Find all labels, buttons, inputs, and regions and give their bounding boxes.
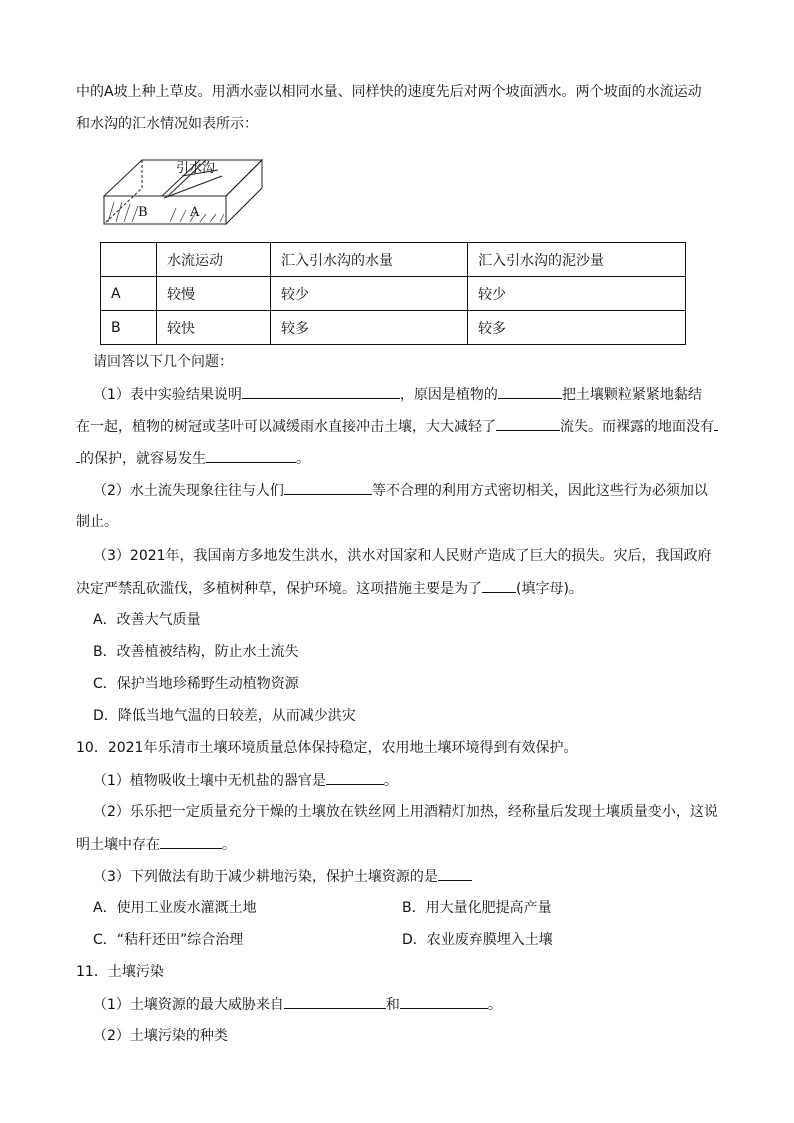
q10-stem: 10．2021年乐清市土壤环境质量总体保持稳定，农用地土壤环境得到有效保护。 [76,740,578,756]
intro-line-1: 中的A坡上种上草皮。用洒水壶以相同水量、同样快的速度先后对两个坡面洒水。两个坡面的水流运动 [76,84,702,100]
q9-p2-text-b: 等不合理的利用方式密切相关，因此这些行为必须加以 [371,483,708,499]
q9-part3-line2 [76,578,583,599]
q9-p1-text-g: 。 [296,451,310,467]
answer-blank[interactable] [206,448,296,463]
answer-blank[interactable] [482,578,516,593]
q9-option-b[interactable]: B．改善植被结构，防止水土流失 [93,644,299,660]
q10-p2-text-c: 。 [222,837,236,853]
q9-p3-text-b: 决定严禁乱砍滥伐，多植树种草，保护环境。这项措施主要是为了 [76,581,482,597]
q9-part2-line1 [93,480,708,501]
q9-p1-text-a: （1）表中实验结果说明 [93,387,242,403]
table-cell: 较快 [157,311,271,345]
answer-blank[interactable] [242,384,400,399]
q10-p1-text-b: 。 [383,773,398,789]
table-cell: 较少 [468,277,686,311]
q9-option-a[interactable]: A．改善大气质量 [93,612,201,628]
q9-option-c[interactable]: C．保护当地珍稀野生动植物资源 [93,676,299,692]
q9-p1-text-b: ，原因是植物的 [399,387,498,403]
answer-blank[interactable] [498,384,562,399]
q11-part2: （2）土壤污染的种类 [93,1028,228,1044]
q10-part2-line1: （2）乐乐把一定质量充分干燥的土壤放在铁丝网上用酒精灯加热，经称量后发现土壤质量变小，这说 [93,804,718,820]
q9-part1-line1 [93,384,702,405]
q10-part2-line2 [76,834,236,855]
q9-p2-text-a: （2）水土流失现象往往与人们 [93,483,284,499]
q10-part3 [93,866,472,887]
answer-blank[interactable] [160,834,222,849]
q11-p1-text-b: 和 [385,997,400,1013]
grass-hatching [108,202,224,222]
answer-blank[interactable] [714,416,718,431]
table-cell: 较多 [468,311,686,345]
table-cell: A [101,277,157,311]
channel-label: 引水沟 [176,161,216,176]
table-header-cell: 汇入引水沟的泥沙量 [468,243,686,277]
slope-a-label: A [190,205,200,220]
q9-p1-text-e: 流失。而裸露的地面没有 [560,419,714,435]
q9-p1-text-c: 把土壤颗粒紧紧地黏结 [561,387,702,403]
q9-p3-text-c: (填字母)。 [516,581,583,597]
answer-blank[interactable] [284,994,386,1009]
table-cell: B [101,311,157,345]
q9-part2-line2: 制止。 [76,514,118,530]
q10-part1 [93,770,398,791]
answer-blank[interactable] [496,416,560,431]
table-row [101,311,686,345]
q9-part1-line3 [76,448,310,469]
slope-experiment-figure [100,152,264,234]
answer-blank[interactable] [284,480,372,495]
table-row [101,277,686,311]
table-cell: 较少 [271,277,468,311]
slope-b-label: B [138,205,148,220]
table-header-cell: 水流运动 [157,243,271,277]
intro-line-2: 和水沟的汇水情况如表所示： [76,116,258,132]
q11-stem: 11．土壤污染 [76,964,164,980]
table-cell: 较慢 [157,277,271,311]
box-side-face [226,160,262,224]
q9-p1-text-f: 的保护，就容易发生 [80,451,206,467]
q10-p1-text-a: （1）植物吸收土壤中无机盐的器官是 [93,773,326,789]
q9-p1-text-d: 在一起，植物的树冠或茎叶可以减缓雨水直接冲击土壤，大大减轻了 [76,419,496,435]
q10-option-b[interactable]: B．用大量化肥提高产量 [402,900,552,916]
q9-prompt: 请回答以下几个问题： [93,354,233,370]
q9-part1-line2 [76,416,718,437]
answer-blank[interactable] [438,866,472,881]
box-front-face [104,196,226,224]
results-table [100,242,686,345]
q11-p1-text-c: 。 [487,997,502,1013]
q11-part1 [93,994,502,1015]
table-cell: 较多 [271,311,468,345]
q10-option-d[interactable]: D．农业废弃膜埋入土壤 [402,932,553,948]
q11-p1-text-a: （1）土壤资源的最大威胁来自 [93,997,284,1013]
answer-blank[interactable] [326,770,384,785]
q9-option-d[interactable]: D．降低当地气温的日较差，从而减少洪灾 [93,708,356,724]
answer-blank[interactable] [400,994,488,1009]
q10-option-c[interactable]: C．“秸秆还田”综合治理 [93,932,244,948]
q10-p3-text: （3）下列做法有助于减少耕地污染，保护土壤资源的是 [93,869,438,885]
table-header-cell [101,243,157,277]
q10-option-a[interactable]: A．使用工业废水灌溉土地 [93,900,257,916]
q9-part3-line1: （3）2021年，我国南方多地发生洪水，洪水对国家和人民财产造成了巨大的损失。灾后，我国政府 [93,548,712,564]
table-header-row [101,243,686,277]
q10-p2-text-b: 明土壤中存在 [76,837,160,853]
table-header-cell: 汇入引水沟的水量 [271,243,468,277]
